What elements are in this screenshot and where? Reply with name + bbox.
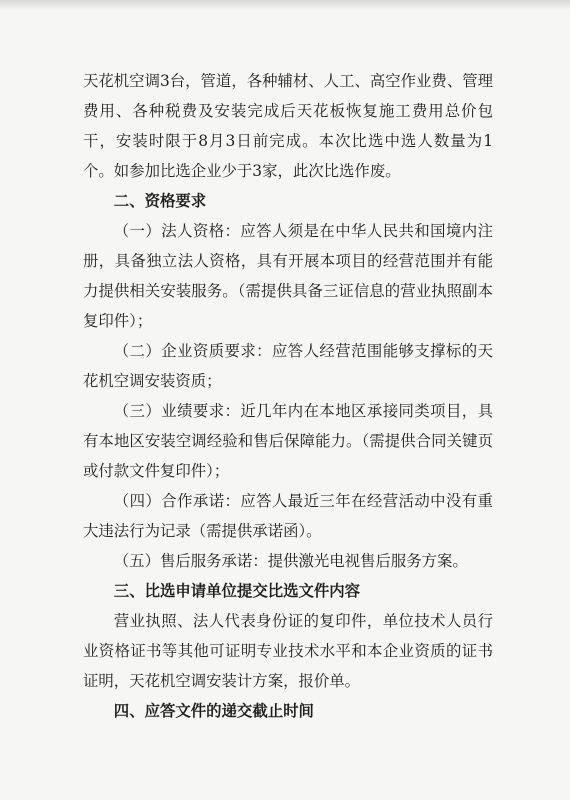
document-body xyxy=(83,66,493,726)
paragraph-enterprise-qualification: （二）企业资质要求：应答人经营范围能够支撑标的天花机空调安装资质； xyxy=(83,342,493,390)
paragraph-legal-qualification: （一）法人资格：应答人须是在中华人民共和国境内注册，具备独立法人资格，具有开展本项目的经营范围并有能力提供相关安装服务。（需提供具备三证信息的营业执照副本复印件）； xyxy=(83,222,493,330)
section-heading-qualifications: 二、资格要求 xyxy=(113,192,207,210)
paragraph-submission-documents: 营业执照、法人代表身份证的复印件，单位技术人员行业资格证书等其他可证明专业技术水平和本企业资质的证书证明，天花机空调安装计方案，报价单。 xyxy=(83,612,493,690)
paragraph-project-scope: 天花机空调3台，管道，各种辅材、人工、高空作业费、管理费用、各种税费及安装完成后天花板恢复施工费用总价包干，安装时限于8月3日前完成。本次比选中选人数量为1个。如参加比选企业少于3家，此次比选作废。 xyxy=(83,72,493,180)
paragraph-performance-requirement: （三）业绩要求：近几年内在本地区承接同类项目，具有本地区安装空调经验和售后保障能力。（需提供合同关键页或付款文件复印件）； xyxy=(83,402,493,480)
section-heading-deadline: 四、应答文件的递交截止时间 xyxy=(113,702,314,720)
paragraph-after-sales-commitment: （五）售后服务承诺：提供激光电视售后服务方案。 xyxy=(113,552,468,570)
section-heading-submission-content: 三、比选申请单位提交比选文件内容 xyxy=(113,582,361,600)
paragraph-cooperation-commitment: （四）合作承诺：应答人最近三年在经营活动中没有重大违法行为记录（需提供承诺函）。 xyxy=(83,492,493,540)
scan-edge xyxy=(0,0,570,10)
